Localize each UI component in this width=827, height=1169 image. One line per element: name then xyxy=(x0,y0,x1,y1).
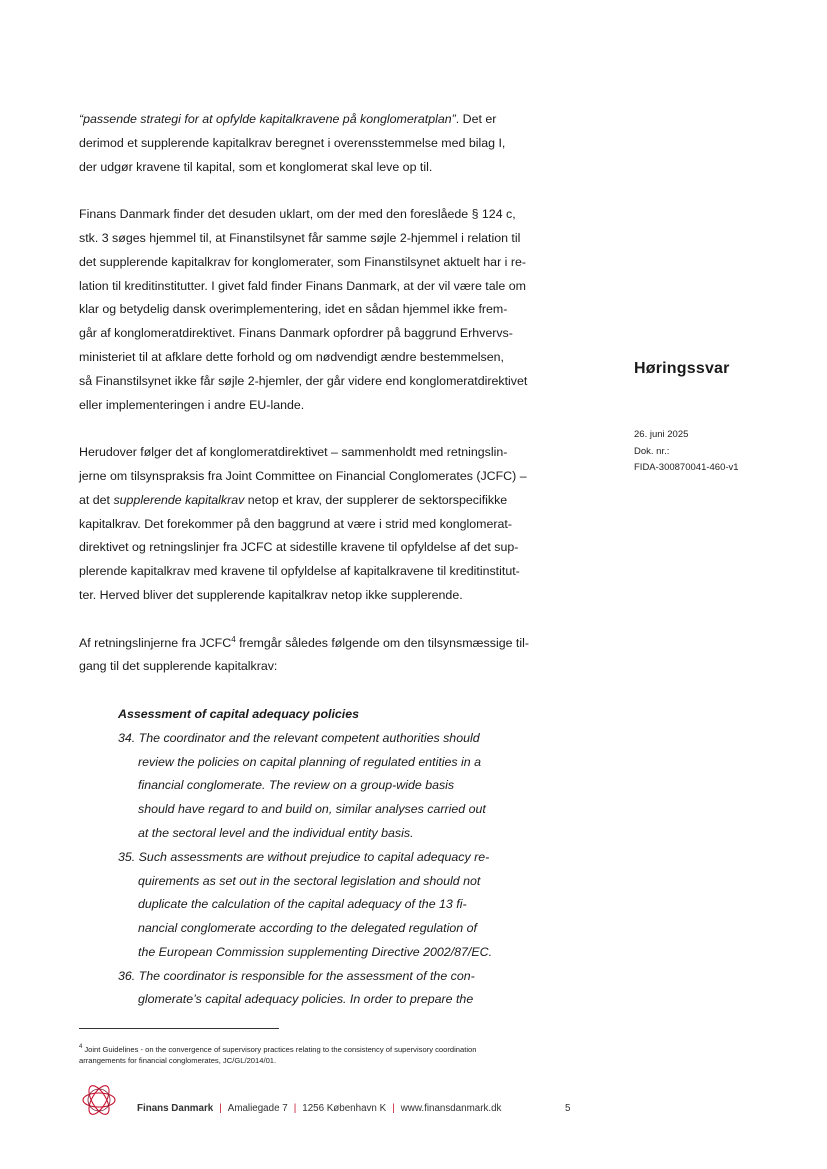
page-footer xyxy=(79,1080,599,1120)
text-span: netop et krav, der supplerer de sektorspecifikke xyxy=(244,492,508,507)
text-line: gang til det supplerende kapitalkrav: xyxy=(79,659,278,674)
quote-heading: Assessment of capital adequacy policies xyxy=(118,706,360,721)
quote-line: should have regard to and build on, similar analyses carried out xyxy=(138,802,486,817)
quote-line: financial conglomerate. The review on a group-wide basis xyxy=(138,778,455,793)
quote-item-34 xyxy=(118,727,579,846)
quote-line: 36. The coordinator is responsible for the assessment of the con- xyxy=(118,968,475,983)
text-line: stk. 3 søges hjemmel til, at Finanstilsynet får samme søjle 2-hjemmel i relation til xyxy=(79,230,521,245)
text-line: jerne om tilsynspraksis fra Joint Committee on Financial Conglomerates (JCFC) – xyxy=(79,468,527,483)
text-line: ministeriet til at afklare dette forhold og om nødvendigt ændre bestemmelsen, xyxy=(79,349,504,364)
footer-city: 1256 København K xyxy=(302,1103,387,1114)
text-line: der udgør kravene til kapital, som et konglomerat skal leve op til. xyxy=(79,159,433,174)
doc-number-label: Dok. nr.: xyxy=(634,445,670,457)
text-line: kapitalkrav. Det forekommer på den baggrund at være i strid med konglomerat- xyxy=(79,516,512,531)
text-line: Finans Danmark finder det desuden uklart, om der med den foreslåede § 124 c, xyxy=(79,207,516,222)
footer-contact xyxy=(137,1103,501,1114)
text-line: eller implementeringen i andre EU-lande. xyxy=(79,397,305,412)
quote-item-36 xyxy=(118,965,579,1013)
quote-line: 35. Such assessments are without prejudice to capital adequacy re- xyxy=(118,849,490,864)
page-number: 5 xyxy=(565,1103,571,1114)
block-quote xyxy=(118,703,579,1012)
quote-line: duplicate the calculation of the capital adequacy of the 13 fi- xyxy=(138,897,467,912)
paragraph-1 xyxy=(79,108,579,179)
footnote xyxy=(79,1045,579,1066)
text-line: det supplerende kapitalkrav for konglomerater, som Finanstilsynet aktuelt har i re- xyxy=(79,254,526,269)
sidebar xyxy=(634,360,814,477)
footer-brand: Finans Danmark xyxy=(137,1103,214,1114)
text-line: Herudover følger det af konglomeratdirektivet – sammenholdt med retningslin- xyxy=(79,445,508,460)
paragraph-3 xyxy=(79,441,579,608)
document-date: 26. juni 2025 xyxy=(634,429,689,440)
document-meta xyxy=(634,427,814,477)
footer-separator: | xyxy=(219,1103,222,1114)
footnote-text: Joint Guidelines - on the convergence of supervisory practices relating to the consistency of supervisory coordination xyxy=(84,1045,477,1054)
emphasis: supplerende kapitalkrav xyxy=(113,492,245,507)
quoted-phrase: “passende strategi for at opfylde kapitalkravene på konglomeratplan” xyxy=(79,112,456,126)
footnote-number: 4 xyxy=(79,1044,83,1051)
text-span: fremgår således følgende om den tilsynsmæssige til- xyxy=(235,635,530,650)
footer-separator: | xyxy=(392,1103,395,1114)
quote-item-35 xyxy=(118,846,579,965)
text-line: så Finanstilsynet ikke får søjle 2-hjemler, der går videre end konglomeratdirektivet xyxy=(79,373,528,388)
text-line: lation til kreditinstitutter. I givet fald finder Finans Danmark, at der vil være tale om xyxy=(79,278,526,293)
document-type-title: Høringssvar xyxy=(634,360,730,377)
quote-line: at the sectoral level and the individual entity basis. xyxy=(138,825,414,840)
paragraph-4 xyxy=(79,632,579,680)
main-body xyxy=(79,108,579,1012)
text-line: går af konglomeratdirektivet. Finans Danmark opfordrer på baggrund Erhvervs- xyxy=(79,326,513,341)
quote-line: quirements as set out in the sectoral legislation and should not xyxy=(138,873,481,888)
footer-website-link[interactable]: www.finansdanmark.dk xyxy=(400,1103,502,1114)
text-line: derimod et supplerende kapitalkrav beregnet i overensstemmelse med bilag I, xyxy=(79,135,506,150)
quote-line: the European Commission supplementing Directive 2002/87/EC. xyxy=(138,944,493,959)
quote-line: review the policies on capital planning of regulated entities in a xyxy=(138,754,482,769)
paragraph-2 xyxy=(79,203,579,417)
footer-address: Amaliegade 7 xyxy=(227,1103,288,1114)
quote-line: 34. The coordinator and the relevant competent authorities should xyxy=(118,730,480,745)
footnote-reference[interactable]: 4 xyxy=(231,634,236,644)
footer-separator: | xyxy=(293,1103,297,1114)
text-line: direktivet og retningslinjer fra JCFC at sidestille kravene til opfyldelse af det sup- xyxy=(79,540,519,555)
text-line: plerende kapitalkrav med kravene til opfyldelse af kapitalkravene til kreditinstitut- xyxy=(79,564,520,579)
doc-number: FIDA-300870041-460-v1 xyxy=(634,462,739,473)
finans-danmark-logo-icon xyxy=(79,1080,119,1120)
text-span: . Det er xyxy=(455,112,497,126)
text-span: Af retningslinjerne fra JCFC xyxy=(79,635,232,650)
footnote-text: arrangements for financial conglomerates, JC/GL/2014/01. xyxy=(79,1055,277,1065)
footnote-divider xyxy=(79,1028,279,1029)
quote-line: glomerate’s capital adequacy policies. In order to prepare the xyxy=(138,992,474,1007)
text-line: ter. Herved bliver det supplerende kapitalkrav netop ikke supplerende. xyxy=(79,587,463,602)
text-line: klar og betydelig dansk overimplementering, idet en sådan hjemmel ikke frem- xyxy=(79,302,508,317)
quote-line: nancial conglomerate according to the delegated regulation of xyxy=(138,921,477,936)
text-span: at det xyxy=(79,492,114,507)
